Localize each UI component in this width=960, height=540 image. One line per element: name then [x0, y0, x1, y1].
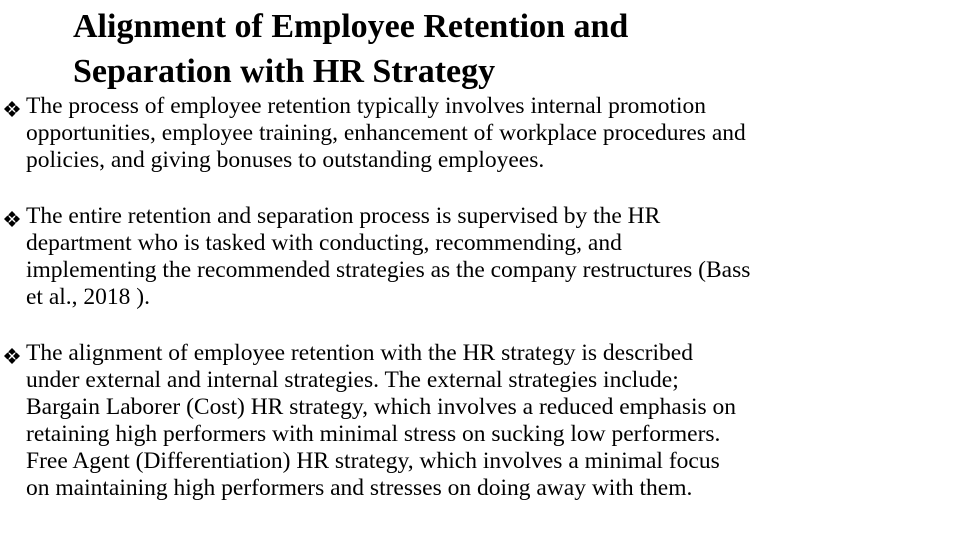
bullet-line: The alignment of employee retention with the HR strategy is described [26, 340, 693, 366]
bullet-line: on maintaining high performers and stresses on doing away with them. [26, 475, 693, 501]
diamond-clover-bullet-icon [2, 99, 22, 119]
bullet-item [0, 203, 950, 311]
bullet-line: et al., 2018 ). [26, 284, 150, 310]
diamond-clover-bullet-icon [2, 209, 22, 229]
bullet-line: retaining high performers with minimal stress on sucking low performers. [26, 421, 721, 447]
bullet-line: Free Agent (Differentiation) HR strategy, which involves a minimal focus [26, 448, 720, 474]
bullet-line: Bargain Laborer (Cost) HR strategy, which involves a reduced emphasis on [26, 394, 737, 420]
bullet-line: under external and internal strategies. The external strategies include; [26, 367, 679, 393]
slide-title [73, 4, 893, 94]
bullet-item [0, 340, 950, 502]
bullet-line: policies, and giving bonuses to outstanding employees. [26, 147, 545, 173]
slide-title-line: Separation with HR Strategy [73, 53, 496, 90]
slide-title-line: Alignment of Employee Retention and [73, 8, 629, 45]
bullet-line: implementing the recommended strategies as the company restructures (Bass [26, 257, 751, 283]
bullet-line: opportunities, employee training, enhancement of workplace procedures and [26, 120, 746, 146]
bullet-item [0, 93, 950, 174]
bullet-line: The process of employee retention typically involves internal promotion [26, 93, 707, 119]
bullet-line: department who is tasked with conducting, recommending, and [26, 230, 622, 256]
bullet-line: The entire retention and separation process is supervised by the HR [26, 203, 661, 229]
diamond-clover-bullet-icon [2, 346, 22, 366]
bullet-list [0, 93, 950, 531]
